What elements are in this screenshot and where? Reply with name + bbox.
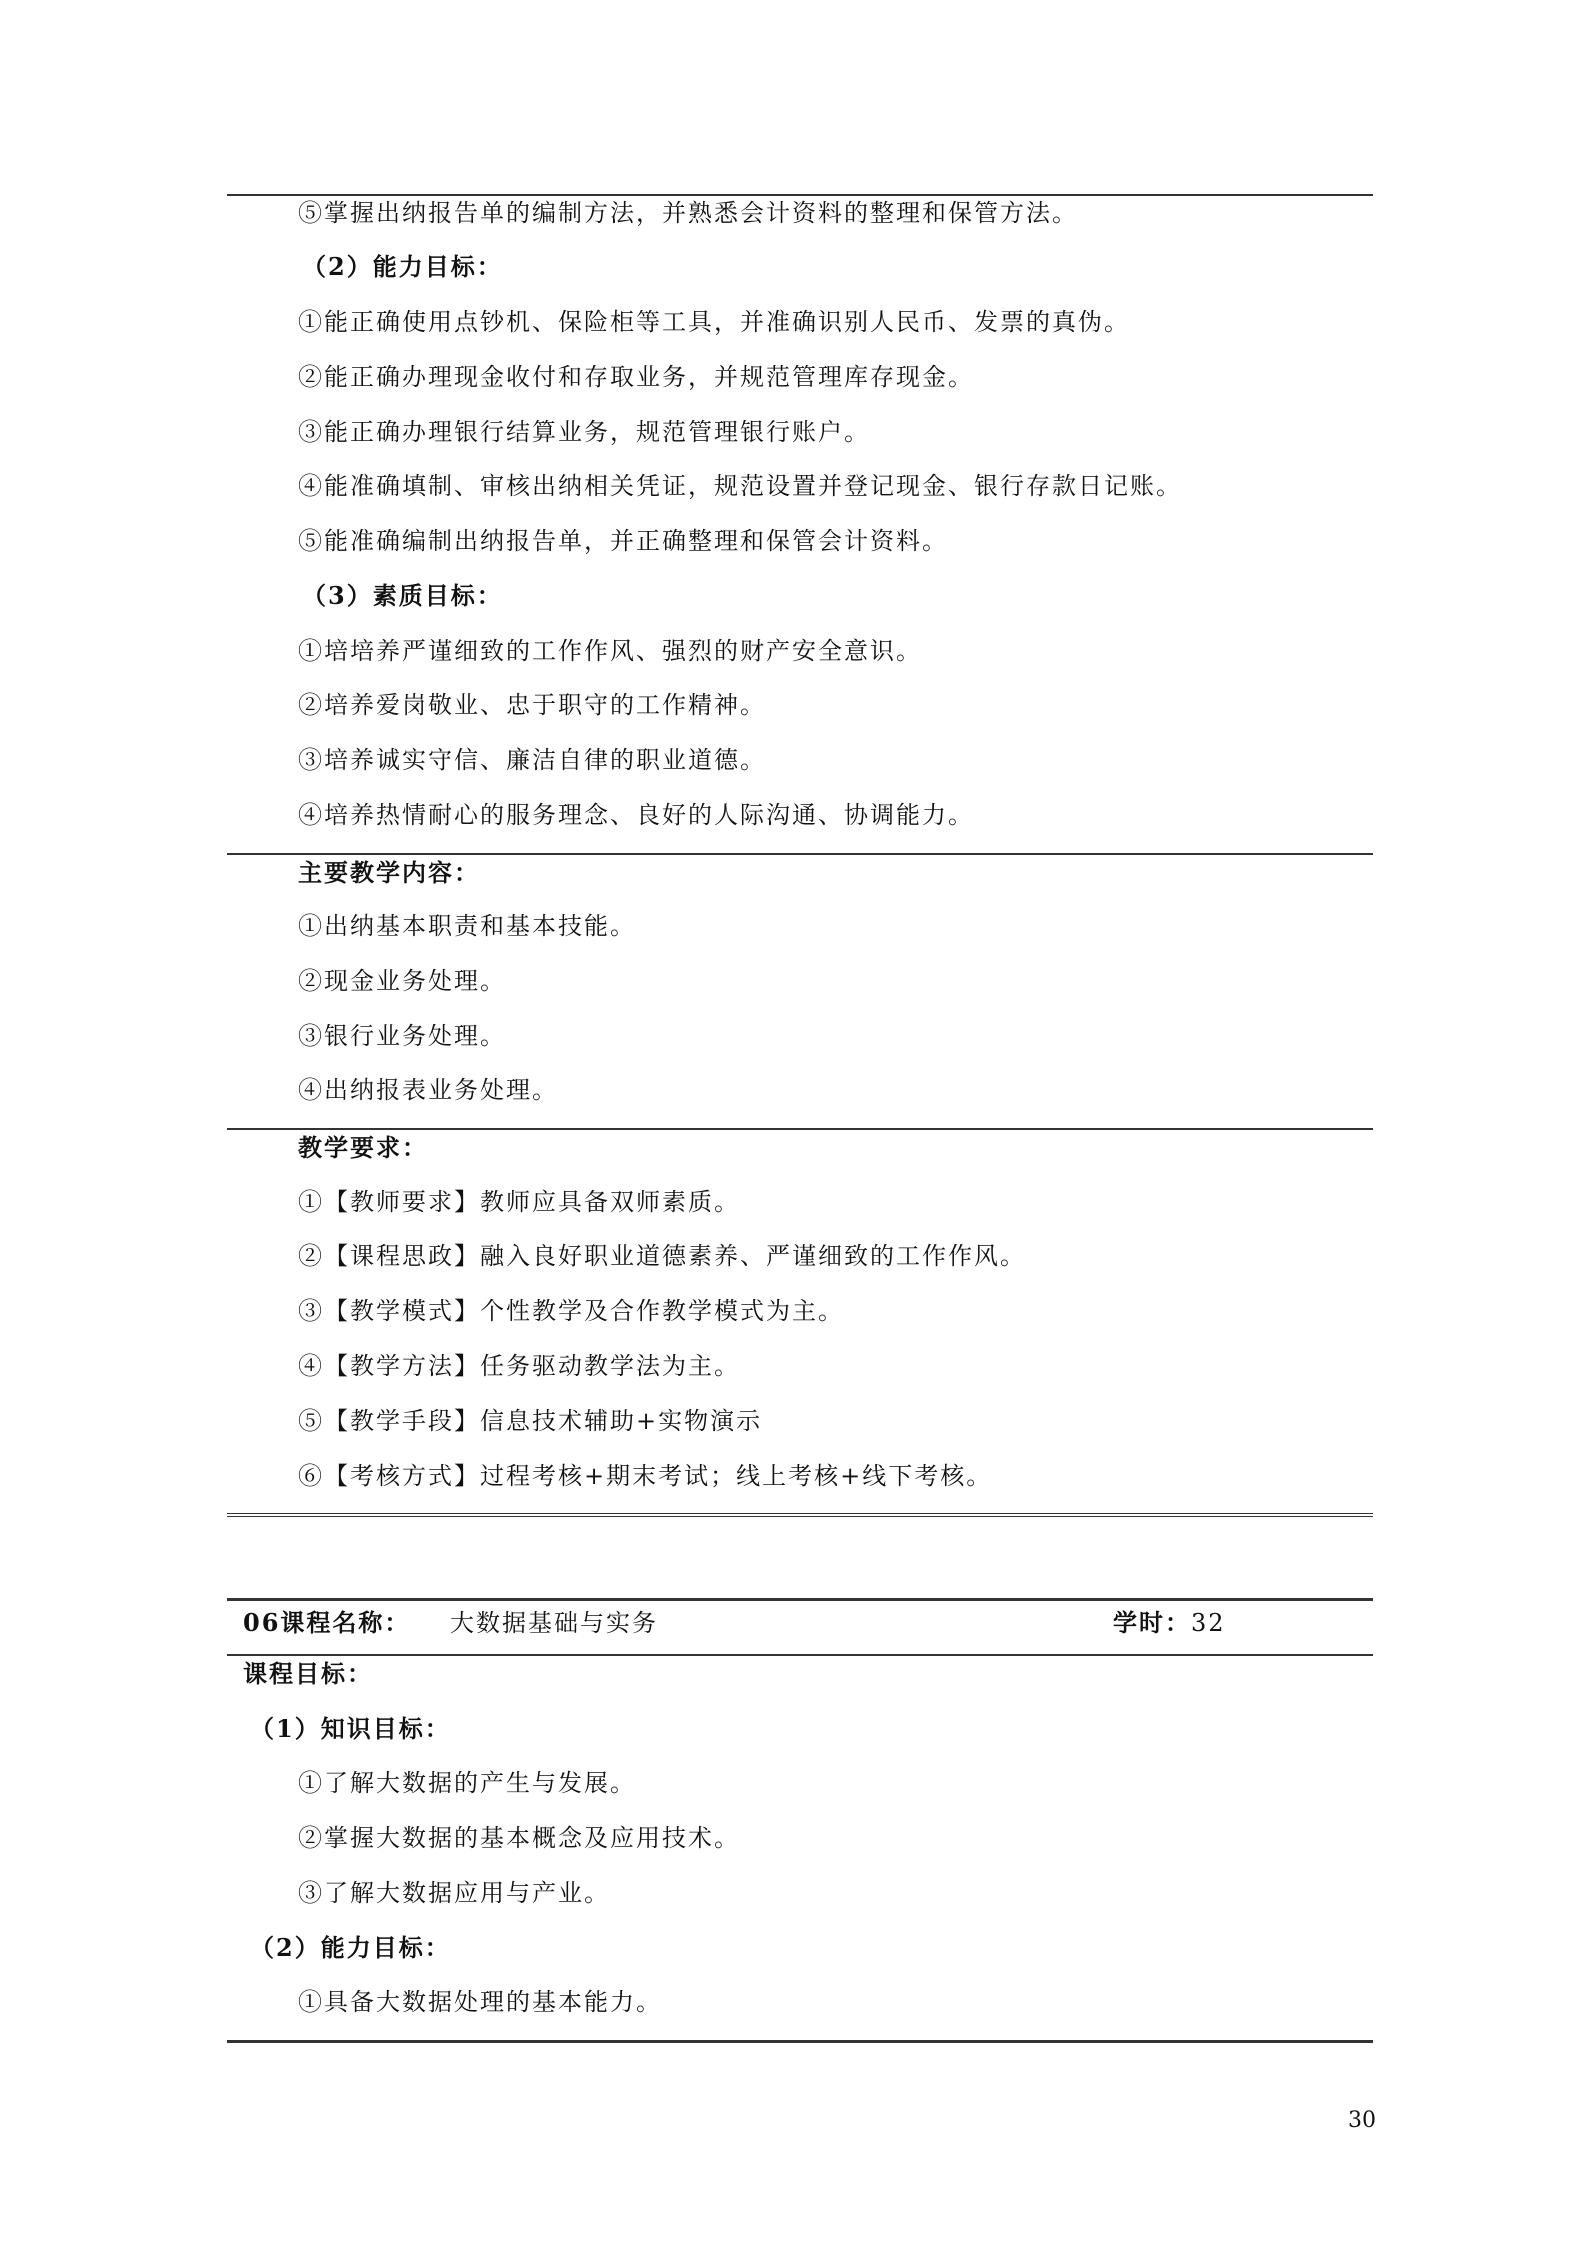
page-number: 30 [1348,2108,1376,2133]
ability-item-1: ①能正确使用点钞机、保险柜等工具，并准确识别人民币、发票的真伪。 [298,308,1130,336]
content-item-3: ③银行业务处理。 [298,1022,506,1050]
ability-goal-heading: （2）能力目标： [302,252,503,281]
ability-item-5: ⑤能准确编制出纳报告单，并正确整理和保管会计资料。 [298,527,948,555]
course-header-row [243,1608,1226,1638]
ability-item-4: ④能准确填制、审核出纳相关凭证，规范设置并登记现金、银行存款日记账。 [298,472,1182,500]
requirements-divider [227,1128,1373,1130]
content-item-2: ②现金业务处理。 [298,967,506,995]
course-name: 大数据基础与实务 [450,1609,658,1637]
quality-goal-heading: （3）素质目标： [302,581,503,610]
requirement-item-4: ④【教学方法】任务驱动教学法为主。 [298,1352,740,1380]
ability-item-3: ③能正确办理银行结算业务，规范管理银行账户。 [298,418,870,446]
course-knowledge-item-2: ②掌握大数据的基本概念及应用技术。 [298,1824,740,1852]
course-goal-heading: 课程目标： [243,1659,373,1688]
knowledge-item-5: ⑤掌握出纳报告单的编制方法，并熟悉会计资料的整理和保管方法。 [298,199,1078,227]
table-top-rule [227,194,1373,196]
requirement-item-2: ②【课程思政】融入良好职业道德素养、严谨细致的工作作风。 [298,1242,1026,1270]
requirement-item-6: ⑥【考核方式】过程考核+期末考试；线上考核+线下考核。 [298,1462,993,1490]
quality-item-2: ②培养爱岗敬业、忠于职守的工作精神。 [298,691,766,719]
requirement-item-1: ①【教师要求】教师应具备双师素质。 [298,1188,740,1216]
course-knowledge-item-3: ③了解大数据应用与产业。 [298,1879,610,1907]
requirement-item-5: ⑤【教学手段】信息技术辅助+实物演示 [298,1407,763,1435]
ability-item-2: ②能正确办理现金收付和存取业务，并规范管理库存现金。 [298,363,974,391]
course-ability-item-1: ①具备大数据处理的基本能力。 [298,1988,662,2016]
course-header-divider [227,1654,1373,1656]
requirement-item-3: ③【教学模式】个性教学及合作教学模式为主。 [298,1297,844,1325]
course-knowledge-item-1: ①了解大数据的产生与发展。 [298,1769,636,1797]
course-hours-label: 学时： [1113,1608,1191,1637]
content-item-4: ④出纳报表业务处理。 [298,1076,558,1104]
teaching-content-heading: 主要教学内容： [298,858,480,887]
course-table-top-rule [227,1598,1373,1601]
content-divider [227,853,1373,855]
table-bottom-rule [227,1513,1373,1517]
course-ability-heading: （2）能力目标： [250,1933,451,1962]
course-hours-value: 32 [1191,1609,1226,1637]
course-hours [1113,1608,1226,1638]
quality-item-1: ①培培养严谨细致的工作作风、强烈的财产安全意识。 [298,637,922,665]
course-code-label: 06课程名称： [243,1608,411,1637]
content-item-1: ①出纳基本职责和基本技能。 [298,912,636,940]
course-knowledge-heading: （1）知识目标： [250,1714,451,1743]
quality-item-3: ③培养诚实守信、廉洁自律的职业道德。 [298,746,766,774]
teaching-requirements-heading: 教学要求： [298,1133,428,1162]
course-table-bottom-rule [227,2040,1373,2043]
quality-item-4: ④培养热情耐心的服务理念、良好的人际沟通、协调能力。 [298,801,974,829]
